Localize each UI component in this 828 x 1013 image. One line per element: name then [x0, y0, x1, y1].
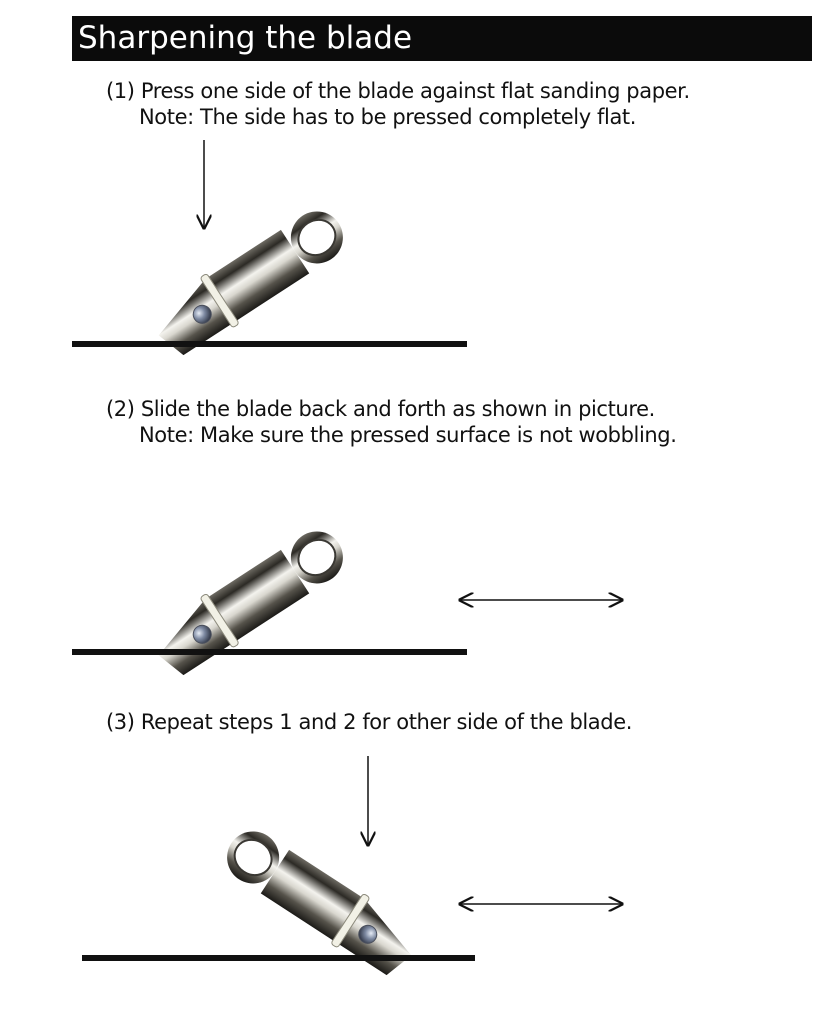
page-title: Sharpening the blade	[78, 20, 413, 56]
step-1-note: Note: The side has to be pressed completely flat.	[139, 105, 637, 129]
step-2-note: Note: Make sure the pressed surface is not wobbling.	[139, 423, 677, 447]
step-2-instruction: (2) Slide the blade back and forth as shown in picture.	[106, 397, 655, 421]
step-1-instruction: (1) Press one side of the blade against flat sanding paper.	[106, 79, 690, 103]
step-3-instruction: (3) Repeat steps 1 and 2 for other side of the blade.	[106, 710, 632, 734]
sanding-surface	[82, 955, 475, 961]
